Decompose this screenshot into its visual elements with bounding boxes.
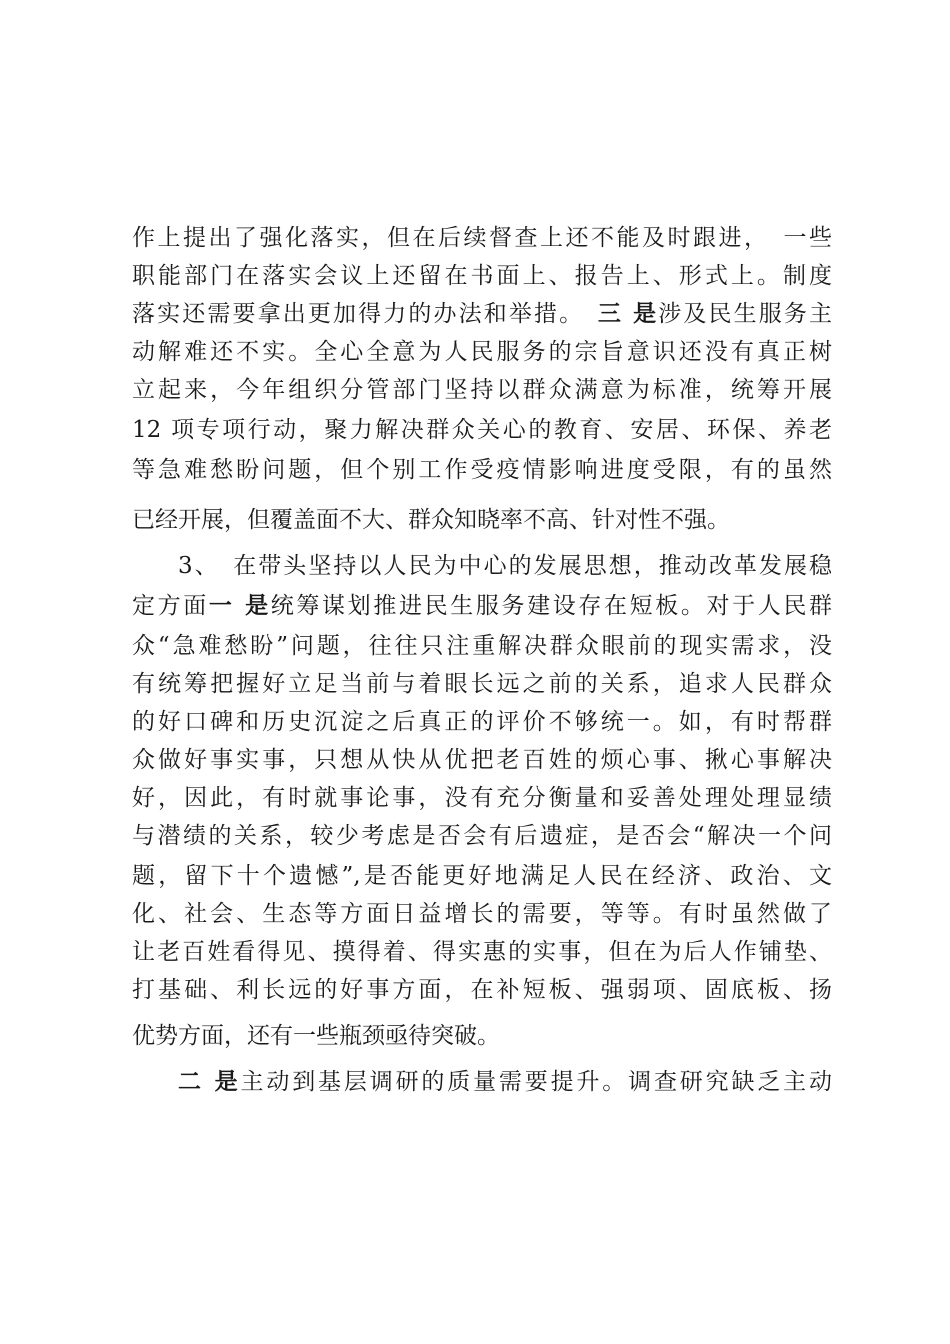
text-segment: 主动到基层调研的质量需要提升。调查研究缺乏主动 — [240, 1069, 832, 1095]
text-line-16: 与潜绩的关系，较少考虑是否会有后遗症，是否会“解决一个问 — [132, 823, 832, 849]
text-line-20: 打基础、利长远的好事方面，在补短板、强弱项、固底板、扬 — [132, 977, 832, 1003]
bold-marker: 一 是 — [208, 592, 271, 619]
text-line-4: 动解难还不实。全心全意为人民服务的宗旨意识还没有真正树 — [132, 339, 832, 365]
text-line-17: 题，留下十个遗憾”,是否能更好地满足人民在经济、政治、文 — [132, 863, 832, 889]
text-line-2: 职能部门在落实会议上还留在书面上、报告上、形式上。制度 — [132, 263, 832, 289]
text-line-19: 让老百姓看得见、摸得着、得实惠的实事，但在为后人作铺垫、 — [132, 939, 832, 965]
text-line-10 — [132, 586, 832, 626]
text-line-3 — [132, 294, 832, 334]
text-line-8: 已经开展，但覆盖面不大、群众知晓率不高、针对性不强。 — [132, 507, 730, 533]
text-segment: 定方面 — [132, 593, 209, 619]
text-line-21: 优势方面，还有一些瓶颈亟待突破。 — [132, 1023, 500, 1049]
text-line-22 — [178, 1062, 832, 1102]
text-line-15: 好，因此，有时就事论事，没有充分衡量和妥善处理处理显绩 — [132, 785, 832, 811]
text-line-1: 作上提出了强化落实，但在后续督查上还不能及时跟进， 一些 — [132, 225, 832, 251]
text-line-12: 有统筹把握好立足当前与着眼长远之前的关系，追求人民群众 — [132, 671, 832, 697]
text-line-18: 化、社会、生态等方面日益增长的需要，等等。有时虽然做了 — [132, 901, 832, 927]
text-line-14: 众做好事实事，只想从快从优把老百姓的烦心事、揪心事解决 — [132, 747, 832, 773]
text-line-6: 12 项专项行动，聚力解决群众关心的教育、安居、环保、养老 — [132, 417, 832, 443]
text-segment: 落实还需要拿出更加得力的办法和举措。 — [132, 301, 573, 327]
bold-marker: 三 是 — [597, 300, 659, 327]
text-line-7: 等急难愁盼问题，但个别工作受疫情影响进度受限，有的虽然 — [132, 457, 832, 483]
text-line-5: 立起来，今年组织分管部门坚持以群众满意为标准，统筹开展 — [132, 377, 832, 403]
text-segment: 涉及民生服务主 — [658, 301, 832, 327]
text-line-11: 众“急难愁盼”问题，往往只注重解决群众眼前的现实需求，没 — [132, 633, 832, 659]
text-line-9: 3、 在带头坚持以人民为中心的发展思想，推动改革发展稳 — [178, 553, 832, 579]
text-segment: 统筹谋划推进民生服务建设存在短板。对于人民群 — [270, 593, 832, 619]
bold-marker: 二 是 — [178, 1068, 241, 1095]
text-line-13: 的好口碑和历史沉淀之后真正的评价不够统一。如，有时帮群 — [132, 709, 832, 735]
